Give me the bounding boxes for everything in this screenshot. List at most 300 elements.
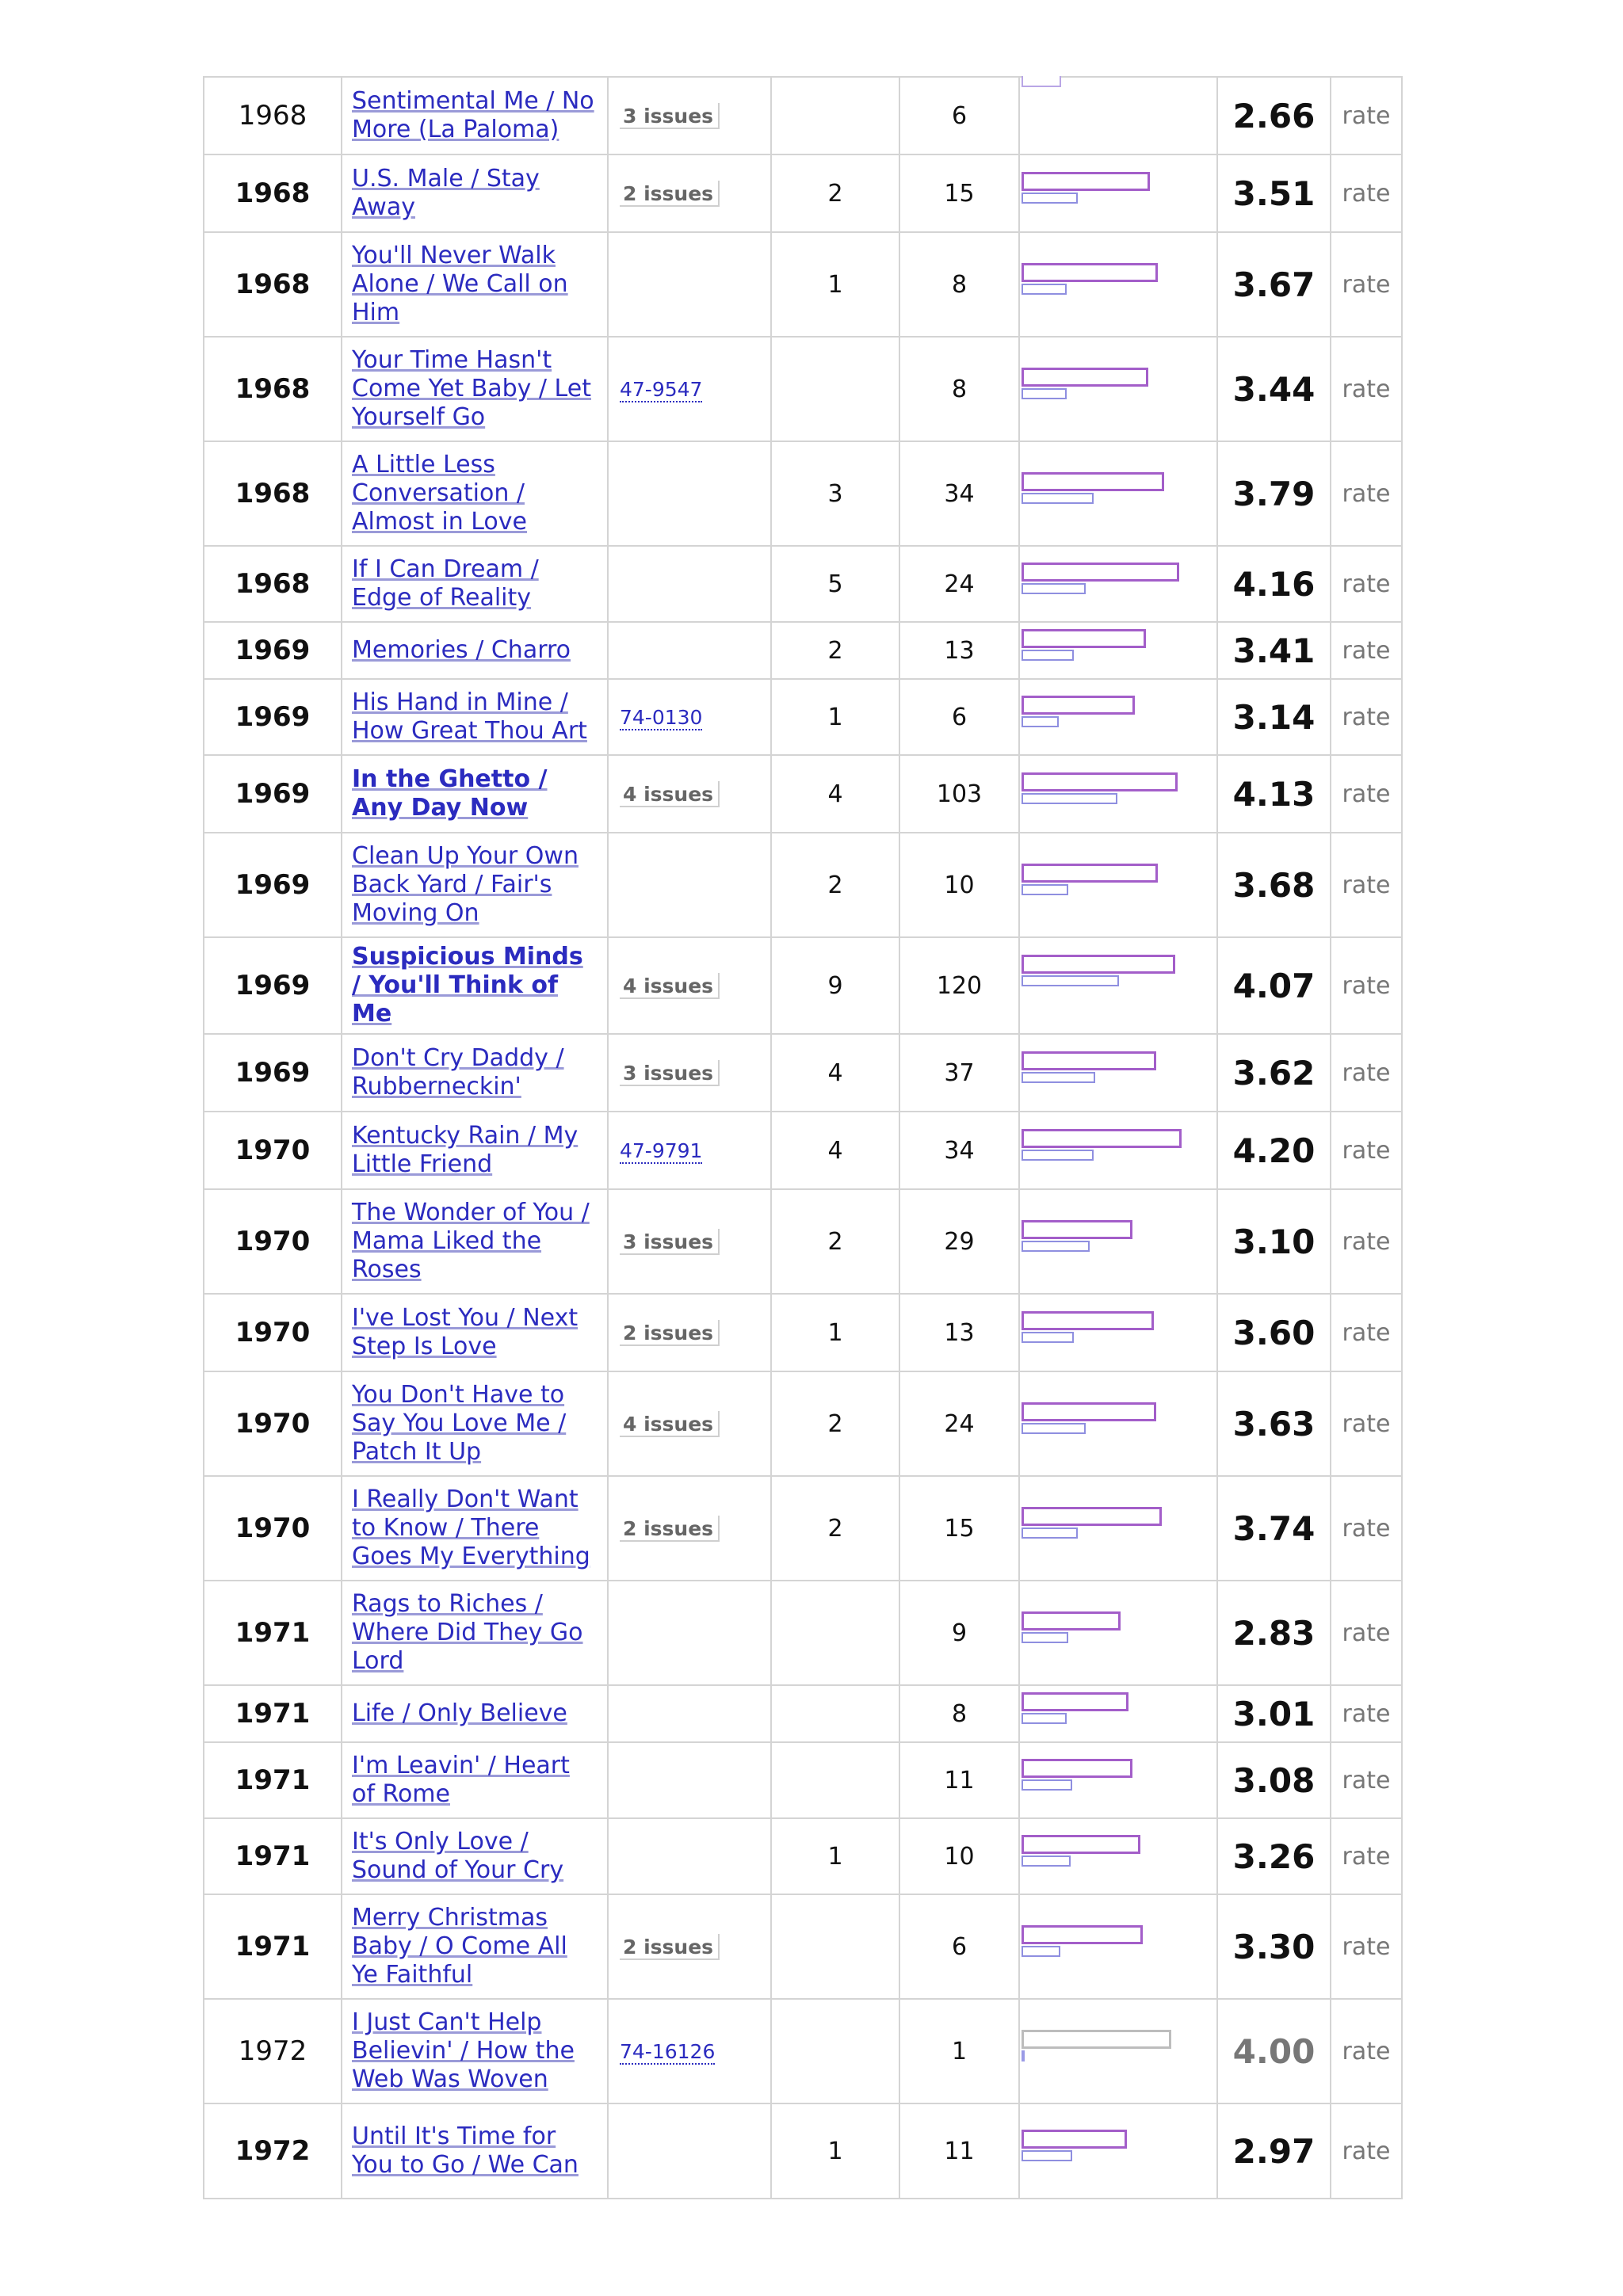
single-title-link[interactable]: Suspicious Minds / You'll Think of Me: [352, 943, 583, 1028]
table-row: [204, 1189, 1402, 1294]
rate-link[interactable]: rate: [1331, 1685, 1402, 1742]
average-score: 3.30: [1217, 1894, 1331, 1999]
rating-count: 6: [899, 679, 1019, 755]
single-title-cell: [342, 1112, 608, 1189]
catalog-cell: [608, 755, 771, 833]
single-title-cell: [342, 937, 608, 1034]
issues-button[interactable]: 4 issues: [620, 1411, 720, 1437]
release-year: 1971: [204, 1742, 342, 1818]
release-year: 1968: [204, 441, 342, 546]
single-title-cell: [342, 1818, 608, 1894]
rate-link[interactable]: rate: [1331, 1818, 1402, 1894]
release-year: 1972: [204, 2103, 342, 2199]
rate-link[interactable]: rate: [1331, 1742, 1402, 1818]
release-year: 1971: [204, 1818, 342, 1894]
rate-link[interactable]: rate: [1331, 1112, 1402, 1189]
single-title-link[interactable]: Rags to Riches / Where Did They Go Lord: [352, 1590, 583, 1675]
catalog-cell: [608, 154, 771, 232]
release-year: 1971: [204, 1685, 342, 1742]
review-count: 2: [771, 1476, 899, 1581]
review-count: 2: [771, 622, 899, 679]
table-row: [204, 546, 1402, 622]
rate-link[interactable]: rate: [1331, 833, 1402, 937]
single-title-cell: [342, 1034, 608, 1112]
release-year: 1970: [204, 1476, 342, 1581]
table-row: [204, 833, 1402, 937]
popularity-bar: [1022, 1241, 1090, 1252]
score-bar: [1022, 1129, 1182, 1148]
review-count: 5: [771, 546, 899, 622]
average-score: 3.62: [1217, 1034, 1331, 1112]
rating-count: 37: [899, 1034, 1019, 1112]
rating-bars: [1019, 2103, 1217, 2199]
score-bar: [1022, 1507, 1162, 1526]
single-title-link[interactable]: Sentimental Me / No More (La Paloma): [352, 87, 594, 143]
singles-table: [203, 76, 1403, 2199]
catalog-cell: [608, 232, 771, 337]
average-score: 3.79: [1217, 441, 1331, 546]
single-title-cell: [342, 1894, 608, 1999]
single-title-link[interactable]: I've Lost You / Next Step Is Love: [352, 1304, 579, 1360]
rating-count: 34: [899, 1112, 1019, 1189]
catalog-cell: [608, 1476, 771, 1581]
rate-link[interactable]: rate: [1331, 77, 1402, 154]
review-count: 1: [771, 1818, 899, 1894]
score-bar: [1022, 1692, 1128, 1711]
issues-button[interactable]: 3 issues: [620, 1060, 720, 1086]
popularity-bar: [1022, 1713, 1067, 1724]
rate-link[interactable]: rate: [1331, 755, 1402, 833]
rating-count: 11: [899, 2103, 1019, 2199]
review-count: 3: [771, 441, 899, 546]
review-count: 9: [771, 937, 899, 1034]
rating-count: 24: [899, 546, 1019, 622]
rating-bars: [1019, 1818, 1217, 1894]
table-row: [204, 679, 1402, 755]
average-score: 2.66: [1217, 77, 1331, 154]
issues-button[interactable]: 3 issues: [620, 1229, 720, 1255]
rate-link[interactable]: rate: [1331, 679, 1402, 755]
table-row: [204, 1999, 1402, 2103]
review-count: [771, 1685, 899, 1742]
single-title-link[interactable]: I'm Leavin' / Heart of Rome: [352, 1752, 570, 1808]
average-score: 4.20: [1217, 1112, 1331, 1189]
rate-link[interactable]: rate: [1331, 622, 1402, 679]
single-title-link[interactable]: Merry Christmas Baby / O Come All Ye Faithful: [352, 1904, 567, 1989]
average-score: 3.44: [1217, 337, 1331, 441]
catalog-cell: [608, 1818, 771, 1894]
table-row: [204, 1818, 1402, 1894]
table-row: [204, 1034, 1402, 1112]
average-score: 3.63: [1217, 1371, 1331, 1476]
table-row: [204, 1894, 1402, 1999]
single-title-link[interactable]: The Wonder of You / Mama Liked the Roses: [352, 1199, 590, 1283]
catalog-cell: [608, 2103, 771, 2199]
rating-count: 103: [899, 755, 1019, 833]
average-score: 3.08: [1217, 1742, 1331, 1818]
catalog-cell: [608, 937, 771, 1034]
popularity-bar: [1022, 1632, 1068, 1643]
rate-link[interactable]: rate: [1331, 1294, 1402, 1371]
catalog-cell: [608, 1112, 771, 1189]
popularity-bar: [1022, 493, 1094, 504]
popularity-bar: [1022, 583, 1086, 594]
rate-link[interactable]: rate: [1331, 1189, 1402, 1294]
review-count: 1: [771, 232, 899, 337]
popularity-bar: [1022, 193, 1078, 204]
catalog-number[interactable]: 47-9791: [620, 1138, 703, 1162]
release-year: 1969: [204, 679, 342, 755]
issues-button[interactable]: 2 issues: [620, 1320, 720, 1346]
rating-count: 11: [899, 1742, 1019, 1818]
single-title-cell: [342, 1294, 608, 1371]
rating-bars: [1019, 755, 1217, 833]
average-score: 3.60: [1217, 1294, 1331, 1371]
score-bar: [1022, 1402, 1156, 1421]
single-title-link[interactable]: You'll Never Walk Alone / We Call on Him: [352, 242, 568, 326]
singles-table-body: [204, 77, 1402, 2199]
single-title-link[interactable]: If I Can Dream / Edge of Reality: [352, 555, 539, 612]
issues-button[interactable]: 2 issues: [620, 1516, 720, 1542]
release-year: 1968: [204, 77, 342, 154]
review-count: 4: [771, 1034, 899, 1112]
release-year: 1969: [204, 622, 342, 679]
rating-bars: [1019, 1189, 1217, 1294]
catalog-cell: [608, 441, 771, 546]
table-row: [204, 622, 1402, 679]
review-count: [771, 1581, 899, 1685]
single-title-link[interactable]: It's Only Love / Sound of Your Cry: [352, 1828, 564, 1884]
rating-bars: [1019, 679, 1217, 755]
release-year: 1972: [204, 1999, 342, 2103]
average-score: 3.74: [1217, 1476, 1331, 1581]
average-score: 2.83: [1217, 1581, 1331, 1685]
release-year: 1970: [204, 1112, 342, 1189]
rating-count: 24: [899, 1371, 1019, 1476]
rating-bars: [1019, 232, 1217, 337]
average-score: 4.16: [1217, 546, 1331, 622]
review-count: [771, 337, 899, 441]
release-year: 1968: [204, 546, 342, 622]
rate-link[interactable]: rate: [1331, 1034, 1402, 1112]
rating-bars: [1019, 937, 1217, 1034]
table-row: [204, 1476, 1402, 1581]
rate-link[interactable]: rate: [1331, 441, 1402, 546]
release-year: 1971: [204, 1581, 342, 1685]
catalog-cell: [608, 337, 771, 441]
rating-bars: [1019, 1894, 1217, 1999]
review-count: 1: [771, 1294, 899, 1371]
rating-count: 15: [899, 154, 1019, 232]
rating-bars: [1019, 154, 1217, 232]
rating-bars: [1019, 1685, 1217, 1742]
rating-count: 13: [899, 622, 1019, 679]
score-bar: [1022, 1611, 1121, 1630]
popularity-bar: [1022, 1332, 1074, 1343]
single-title-cell: [342, 2103, 608, 2199]
release-year: 1969: [204, 937, 342, 1034]
release-year: 1969: [204, 755, 342, 833]
average-score: 3.68: [1217, 833, 1331, 937]
score-bar: [1022, 955, 1175, 974]
catalog-cell: [608, 77, 771, 154]
singles-table-container: [203, 76, 1401, 2199]
catalog-cell: [608, 1294, 771, 1371]
table-row: [204, 154, 1402, 232]
rating-count: 120: [899, 937, 1019, 1034]
catalog-cell: [608, 1371, 771, 1476]
popularity-bar: [1022, 1072, 1095, 1083]
rating-bars: [1019, 77, 1217, 154]
rating-bars: [1019, 833, 1217, 937]
rate-link[interactable]: rate: [1331, 1581, 1402, 1685]
rating-count: 8: [899, 232, 1019, 337]
review-count: [771, 77, 899, 154]
table-row: [204, 77, 1402, 154]
rating-bars: [1019, 1034, 1217, 1112]
catalog-number[interactable]: 74-0130: [620, 705, 703, 729]
popularity-bar: [1022, 284, 1067, 295]
single-title-link[interactable]: I Just Can't Help Believin' / How the Web Was Woven: [352, 2008, 575, 2093]
rating-bars: [1019, 1476, 1217, 1581]
catalog-cell: [608, 833, 771, 937]
average-score: 4.13: [1217, 755, 1331, 833]
score-bar: [1022, 2030, 1171, 2049]
rating-count: 6: [899, 77, 1019, 154]
catalog-cell: [608, 1999, 771, 2103]
release-year: 1968: [204, 232, 342, 337]
rating-count: 6: [899, 1894, 1019, 1999]
score-bar: [1022, 368, 1148, 387]
rate-link[interactable]: rate: [1331, 1894, 1402, 1999]
table-row: [204, 1371, 1402, 1476]
table-row: [204, 937, 1402, 1034]
rating-bars: [1019, 1999, 1217, 2103]
single-title-cell: [342, 1476, 608, 1581]
release-year: 1968: [204, 154, 342, 232]
single-title-cell: [342, 1189, 608, 1294]
average-score: 3.67: [1217, 232, 1331, 337]
review-count: 2: [771, 833, 899, 937]
single-title-cell: [342, 679, 608, 755]
popularity-bar: [1022, 1855, 1071, 1867]
single-title-link[interactable]: Life / Only Believe: [352, 1699, 567, 1727]
single-title-cell: [342, 154, 608, 232]
single-title-cell: [342, 77, 608, 154]
catalog-cell: [608, 1034, 771, 1112]
issues-button[interactable]: 4 issues: [620, 973, 720, 999]
average-score: 4.07: [1217, 937, 1331, 1034]
average-score: 3.41: [1217, 622, 1331, 679]
average-score: 3.10: [1217, 1189, 1331, 1294]
popularity-bar: [1022, 1527, 1078, 1539]
rating-count: 8: [899, 1685, 1019, 1742]
score-bar: [1022, 1051, 1156, 1070]
table-row: [204, 1112, 1402, 1189]
rating-bars: [1019, 546, 1217, 622]
table-row: [204, 755, 1402, 833]
catalog-cell: [608, 679, 771, 755]
issues-button[interactable]: 2 issues: [620, 181, 720, 207]
catalog-number[interactable]: 47-9547: [620, 377, 703, 401]
table-row: [204, 1685, 1402, 1742]
rate-link[interactable]: rate: [1331, 2103, 1402, 2199]
single-title-cell: [342, 337, 608, 441]
score-bar: [1022, 1759, 1132, 1778]
review-count: [771, 1894, 899, 1999]
score-bar: [1022, 76, 1061, 87]
rating-count: 13: [899, 1294, 1019, 1371]
release-year: 1969: [204, 833, 342, 937]
popularity-bar: [1022, 1946, 1060, 1957]
review-count: 2: [771, 1371, 899, 1476]
rate-link[interactable]: rate: [1331, 1999, 1402, 2103]
table-row: [204, 232, 1402, 337]
review-count: 2: [771, 1189, 899, 1294]
single-title-link[interactable]: In the Ghetto / Any Day Now: [352, 765, 548, 822]
single-title-cell: [342, 755, 608, 833]
score-bar: [1022, 263, 1158, 282]
rating-count: 34: [899, 441, 1019, 546]
single-title-cell: [342, 1742, 608, 1818]
catalog-cell: [608, 1685, 771, 1742]
single-title-link[interactable]: His Hand in Mine / How Great Thou Art: [352, 688, 587, 745]
rating-bars: [1019, 1294, 1217, 1371]
average-score: 2.97: [1217, 2103, 1331, 2199]
rating-count: 10: [899, 1818, 1019, 1894]
single-title-cell: [342, 546, 608, 622]
table-row: [204, 1581, 1402, 1685]
table-row: [204, 2103, 1402, 2199]
single-title-cell: [342, 622, 608, 679]
rating-count: 8: [899, 337, 1019, 441]
rate-link[interactable]: rate: [1331, 1371, 1402, 1476]
score-bar: [1022, 472, 1164, 491]
catalog-cell: [608, 1581, 771, 1685]
score-bar: [1022, 172, 1150, 191]
score-bar: [1022, 1220, 1132, 1239]
review-count: 1: [771, 2103, 899, 2199]
score-bar: [1022, 696, 1135, 715]
rate-link[interactable]: rate: [1331, 546, 1402, 622]
table-row: [204, 1294, 1402, 1371]
popularity-bar: [1022, 2150, 1072, 2161]
rating-bars: [1019, 1742, 1217, 1818]
average-score: 3.01: [1217, 1685, 1331, 1742]
popularity-bar: [1022, 884, 1068, 895]
review-count: 4: [771, 755, 899, 833]
popularity-bar: [1022, 388, 1067, 399]
score-bar: [1022, 772, 1178, 791]
release-year: 1970: [204, 1371, 342, 1476]
single-title-cell: [342, 1581, 608, 1685]
average-score: 4.00: [1217, 1999, 1331, 2103]
score-bar: [1022, 1835, 1140, 1854]
single-title-link[interactable]: Memories / Charro: [352, 636, 571, 664]
single-title-link[interactable]: Your Time Hasn't Come Yet Baby / Let Yourself Go: [352, 346, 591, 431]
popularity-bar: [1022, 1150, 1094, 1161]
release-year: 1971: [204, 1894, 342, 1999]
single-title-cell: [342, 441, 608, 546]
score-bar: [1022, 864, 1158, 883]
score-bar: [1022, 2130, 1127, 2149]
popularity-bar: [1022, 1779, 1072, 1791]
rating-count: 15: [899, 1476, 1019, 1581]
table-row: [204, 441, 1402, 546]
catalog-cell: [608, 546, 771, 622]
single-title-link[interactable]: I Really Don't Want to Know / There Goes My Everything: [352, 1486, 590, 1570]
catalog-cell: [608, 1742, 771, 1818]
single-title-link[interactable]: Kentucky Rain / My Little Friend: [352, 1122, 579, 1178]
rate-link[interactable]: rate: [1331, 937, 1402, 1034]
release-year: 1970: [204, 1189, 342, 1294]
review-count: 2: [771, 154, 899, 232]
average-score: 3.14: [1217, 679, 1331, 755]
rate-link[interactable]: rate: [1331, 337, 1402, 441]
single-title-link[interactable]: U.S. Male / Stay Away: [352, 165, 540, 221]
rating-bars: [1019, 337, 1217, 441]
score-bar: [1022, 563, 1179, 582]
score-bar: [1022, 629, 1146, 648]
average-score: 3.26: [1217, 1818, 1331, 1894]
single-title-link[interactable]: Don't Cry Daddy / Rubberneckin': [352, 1044, 564, 1100]
rating-bars: [1019, 1112, 1217, 1189]
issues-button[interactable]: 3 issues: [620, 103, 720, 129]
single-title-link[interactable]: You Don't Have to Say You Love Me / Patch It Up: [352, 1381, 567, 1466]
rating-bars: [1019, 622, 1217, 679]
table-row: [204, 1742, 1402, 1818]
rate-link[interactable]: rate: [1331, 1476, 1402, 1581]
single-title-link[interactable]: Until It's Time for You to Go / We Can: [352, 2122, 579, 2179]
single-title-link[interactable]: A Little Less Conversation / Almost in Love: [352, 451, 528, 536]
issues-button[interactable]: 2 issues: [620, 1934, 720, 1960]
rating-bars: [1019, 441, 1217, 546]
catalog-cell: [608, 1189, 771, 1294]
single-title-cell: [342, 1371, 608, 1476]
review-count: [771, 1999, 899, 2103]
release-year: 1968: [204, 337, 342, 441]
single-title-cell: [342, 1999, 608, 2103]
rating-bars: [1019, 1371, 1217, 1476]
rate-link[interactable]: rate: [1331, 154, 1402, 232]
single-title-link[interactable]: Clean Up Your Own Back Yard / Fair's Moving On: [352, 842, 579, 927]
popularity-bar: [1022, 1423, 1086, 1434]
catalog-number[interactable]: 74-16126: [620, 2039, 716, 2063]
popularity-bar: [1022, 975, 1119, 986]
average-score: 3.51: [1217, 154, 1331, 232]
rating-count: 9: [899, 1581, 1019, 1685]
review-count: [771, 1742, 899, 1818]
single-title-cell: [342, 1685, 608, 1742]
review-count: 1: [771, 679, 899, 755]
review-count: 4: [771, 1112, 899, 1189]
issues-button[interactable]: 4 issues: [620, 781, 720, 807]
table-row: [204, 337, 1402, 441]
popularity-bar: [1022, 793, 1117, 804]
single-title-cell: [342, 232, 608, 337]
catalog-cell: [608, 1894, 771, 1999]
single-title-cell: [342, 833, 608, 937]
popularity-bar: [1022, 2050, 1025, 2061]
score-bar: [1022, 1311, 1154, 1330]
rate-link[interactable]: rate: [1331, 232, 1402, 337]
popularity-bar: [1022, 716, 1059, 727]
rating-count: 10: [899, 833, 1019, 937]
score-bar: [1022, 1925, 1143, 1944]
rating-count: 1: [899, 1999, 1019, 2103]
rating-count: 29: [899, 1189, 1019, 1294]
rating-bars: [1019, 1581, 1217, 1685]
